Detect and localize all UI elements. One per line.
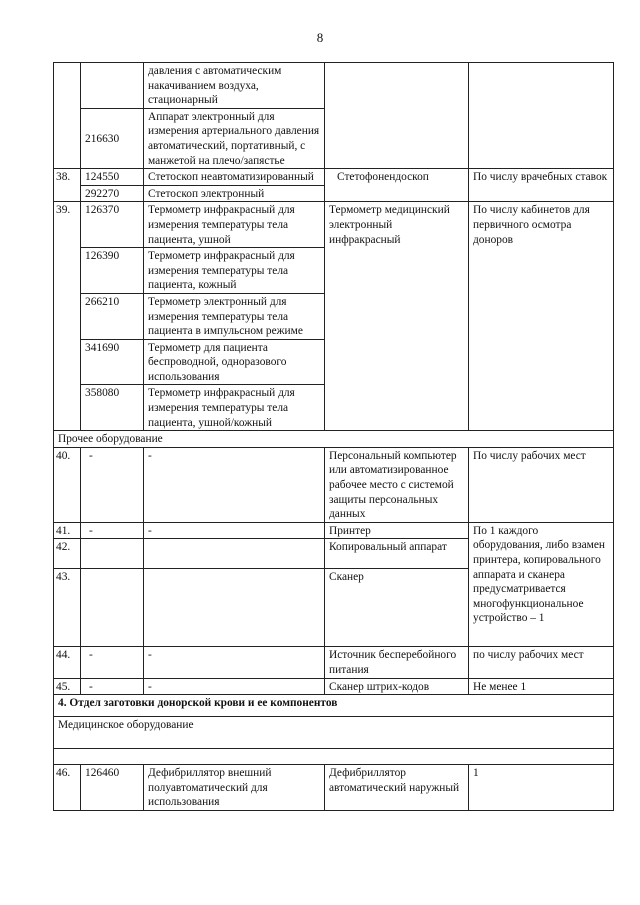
cell-type: Дефибриллятор автоматический наружный — [325, 765, 469, 811]
table-row — [54, 647, 614, 678]
cell-name: - — [144, 678, 325, 695]
cell-code: 216630 — [81, 108, 144, 168]
cell-type: Сканер штрих-кодов — [325, 678, 469, 695]
cell-code: - — [81, 678, 144, 695]
cell-type: Стетофонендоскоп — [325, 169, 469, 202]
cell-num: 39. — [54, 202, 81, 431]
page-number: 8 — [316, 30, 324, 45]
table-row — [54, 202, 614, 248]
section-row — [54, 695, 614, 717]
cell-qty: по числу рабочих мест — [469, 647, 614, 678]
cell-type: Сканер — [325, 569, 469, 647]
cell-code: 126390 — [81, 248, 144, 294]
cell-qty: Не менее 1 — [469, 678, 614, 695]
cell-code: - — [81, 647, 144, 678]
cell-name: Дефибриллятор внешний полуавтоматический для использования — [144, 765, 325, 811]
cell-qty: По числу рабочих мест — [469, 447, 614, 522]
cell-code: - — [81, 447, 144, 522]
cell-name: Термометр для пациента беспроводной, одноразового использования — [144, 339, 325, 385]
cell-qty: По 1 каждого оборудования, либо взамен принтера, копировального аппарата и сканера предусматривается многофункциональное устройство – 1 — [469, 522, 614, 647]
cell-qty: По числу кабинетов для первичного осмотра доноров — [469, 202, 614, 431]
section-heading: Медицинское оборудование — [54, 717, 614, 749]
cell-name: Термометр инфракрасный для измерения температуры тела пациента, ушной — [144, 202, 325, 248]
cell-name: Стетоскоп неавтоматизированный — [144, 169, 325, 186]
cell-code — [81, 569, 144, 647]
cell-code: 126460 — [81, 765, 144, 811]
cell-code — [81, 63, 144, 109]
cell-qty — [469, 63, 614, 169]
cell-code: - — [81, 522, 144, 539]
cell-name: - — [144, 447, 325, 522]
cell-name: - — [144, 647, 325, 678]
cell-num: 44. — [54, 647, 81, 678]
cell-code: 124550 — [81, 169, 144, 186]
cell-code: 292270 — [81, 185, 144, 202]
cell-num: 38. — [54, 169, 81, 202]
cell-name: Аппарат электронный для измерения артериального давления автоматический, портативный, с манжетой на плечо/запястье — [144, 108, 325, 168]
cell-code — [81, 539, 144, 569]
table-row — [54, 765, 614, 811]
table-row — [54, 447, 614, 522]
table-row — [54, 522, 614, 539]
cell-name — [144, 569, 325, 647]
section-row — [54, 431, 614, 448]
cell-num: 40. — [54, 447, 81, 522]
cell-name: Стетоскоп электронный — [144, 185, 325, 202]
cell-name: - — [144, 522, 325, 539]
table-row — [54, 63, 614, 109]
cell-num: 45. — [54, 678, 81, 695]
cell-type: Копировальный аппарат — [325, 539, 469, 569]
cell-num: 42. — [54, 539, 81, 569]
cell-code: 358080 — [81, 385, 144, 431]
table-row — [54, 169, 614, 186]
table-row — [54, 678, 614, 695]
cell-code: 341690 — [81, 339, 144, 385]
cell-num — [54, 63, 81, 169]
cell-name: давления с автоматическим накачиванием воздуха, стационарный — [144, 63, 325, 109]
section-row — [54, 717, 614, 749]
cell-type — [325, 63, 469, 169]
cell-empty — [54, 749, 614, 765]
cell-qty: 1 — [469, 765, 614, 811]
cell-type: Персональный компьютер или автоматизированное рабочее место с системой защиты персональных данных — [325, 447, 469, 522]
cell-num: 41. — [54, 522, 81, 539]
table-row — [54, 749, 614, 765]
cell-name: Термометр электронный для измерения температуры тела пациента в импульсном режиме — [144, 293, 325, 339]
cell-type: Термометр медицинский электронный инфракрасный — [325, 202, 469, 431]
cell-code: 126370 — [81, 202, 144, 248]
section-heading: 4. Отдел заготовки донорской крови и ее компонентов — [54, 695, 614, 717]
cell-name — [144, 539, 325, 569]
cell-qty: По числу врачебных ставок — [469, 169, 614, 202]
cell-type: Принтер — [325, 522, 469, 539]
cell-code: 266210 — [81, 293, 144, 339]
cell-num: 46. — [54, 765, 81, 811]
equipment-table — [53, 62, 614, 811]
cell-num: 43. — [54, 569, 81, 647]
cell-name: Термометр инфракрасный для измерения температуры тела пациента, кожный — [144, 248, 325, 294]
section-heading: Прочее оборудование — [54, 431, 614, 448]
cell-name: Термометр инфракрасный для измерения температуры тела пациента, ушной/кожный — [144, 385, 325, 431]
cell-type: Источник бесперебойного питания — [325, 647, 469, 678]
